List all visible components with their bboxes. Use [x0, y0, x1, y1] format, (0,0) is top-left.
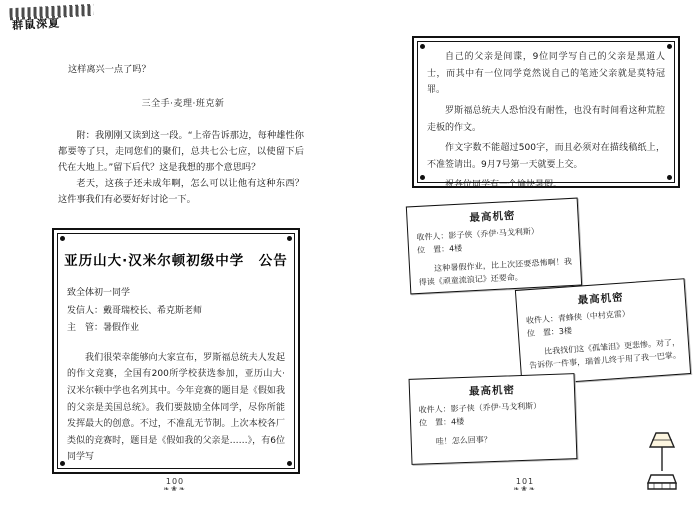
- secret-memo-card: [406, 198, 582, 295]
- memo-recipient: 收件人：青蜂侠（中村克雷）: [525, 309, 631, 326]
- notice-title: 亚历山大·汉米尔顿初级中学 公告: [64, 253, 288, 269]
- memo-recipient: 收件人：影子侠（乔伊·马戈利斯）: [418, 401, 542, 415]
- notice-body: 我们很荣幸能够向大家宣布，罗斯福总统夫人发起的作文竞赛，全国有200所学校获选参加，亚历山大·汉米尔顿中学也名列其中。今年竞赛的题目是《假如我的父亲是美国总统》。我们要鼓励全体同学，尽你所能发挥最大的创意。不过，不准乱无节制。上次本校各厂类似的竞赛时，题目是《假如我的父亲是……》，有6位同学写: [67, 352, 285, 463]
- letter-paragraph-0: 自己的父亲是间谍，9位同学写自己的父亲是黑道人士，而其中有一位同学竟然说自己的笔迹父亲就是莫特冠罪。: [427, 52, 665, 96]
- letter-paragraph-3: 祝各位同学有一个愉快暑假。: [445, 180, 563, 191]
- stamp-text: 群鼠深夏: [11, 16, 61, 33]
- school-notice-board: [52, 228, 300, 474]
- note-paragraph-1: 附：我刚刚又读到这一段。“上帝告诉那边，每种雄性你都要等了只，走同您们的聚们，总共七公七应，以使留下后代在大地上。”留下后代？这是我想的那个意思吗？: [58, 130, 304, 174]
- memo-title: 最高机密: [577, 291, 625, 307]
- notice-line-2: 主 管：暑假作业: [67, 323, 140, 334]
- left-page-number: 100: [165, 477, 185, 486]
- question-line: 这样离兴一点了吗？: [68, 64, 151, 75]
- note-paragraph-2: 老天，这孩子还未成年啊，怎么可以让他有这种东西？这件事我们有必要好好讨论一下。: [58, 178, 304, 206]
- memo-text: 比我找们这《孤雏泪》更悲惨。对了，告诉你一件事，瑞普儿终于用了我一巴掌。: [528, 337, 682, 371]
- memo-text: 哇！怎么回事？: [435, 434, 492, 446]
- right-folio-ornament: ❧❀❧: [513, 485, 537, 493]
- secret-memo-card: [515, 278, 691, 386]
- letter-paragraph-1: 罗斯福总统夫人恐怕没有耐性，也没有时间看这种荒腔走板的作文。: [427, 105, 665, 133]
- signature-line: 三全手·麦理·班克新: [141, 99, 225, 109]
- right-page: [350, 0, 700, 507]
- letter-body: [423, 47, 669, 200]
- memo-title: 最高机密: [469, 209, 516, 225]
- memo-location: 位 置：3楼: [526, 325, 573, 339]
- memo-recipient: 收件人：影子侠（乔伊·马戈利斯）: [416, 226, 540, 243]
- notice-line-1: 发信人：戴哥瑞校长、希克斯老师: [67, 305, 203, 316]
- left-page-folio: [0, 477, 350, 493]
- left-folio-ornament: ❧❀❧: [163, 485, 187, 493]
- memo-title: 最高机密: [468, 384, 516, 398]
- letter-paragraph-2: 作文字数不能超过500字，而且必须对在描线稿纸上，不准签请出。9月7号第一天就要上交。: [427, 143, 665, 170]
- memo-location: 位 置：4楼: [418, 416, 465, 428]
- right-page-folio: [350, 477, 700, 493]
- notice-continuation-board: [412, 36, 680, 191]
- memo-text: 这种暑假作业，比上次还要恐怖啊！我得读《顽童流浪记》还要命。: [418, 256, 573, 288]
- memo-location: 位 置：4楼: [416, 243, 463, 255]
- book-title-stamp-icon: [9, 4, 94, 38]
- school-notice-inner: [63, 239, 289, 463]
- notice-line-0: 致全体初一同学: [67, 288, 131, 298]
- notice-continuation-inner: [423, 47, 669, 191]
- secret-memo-card: [409, 373, 578, 465]
- right-page-number: 101: [515, 477, 535, 486]
